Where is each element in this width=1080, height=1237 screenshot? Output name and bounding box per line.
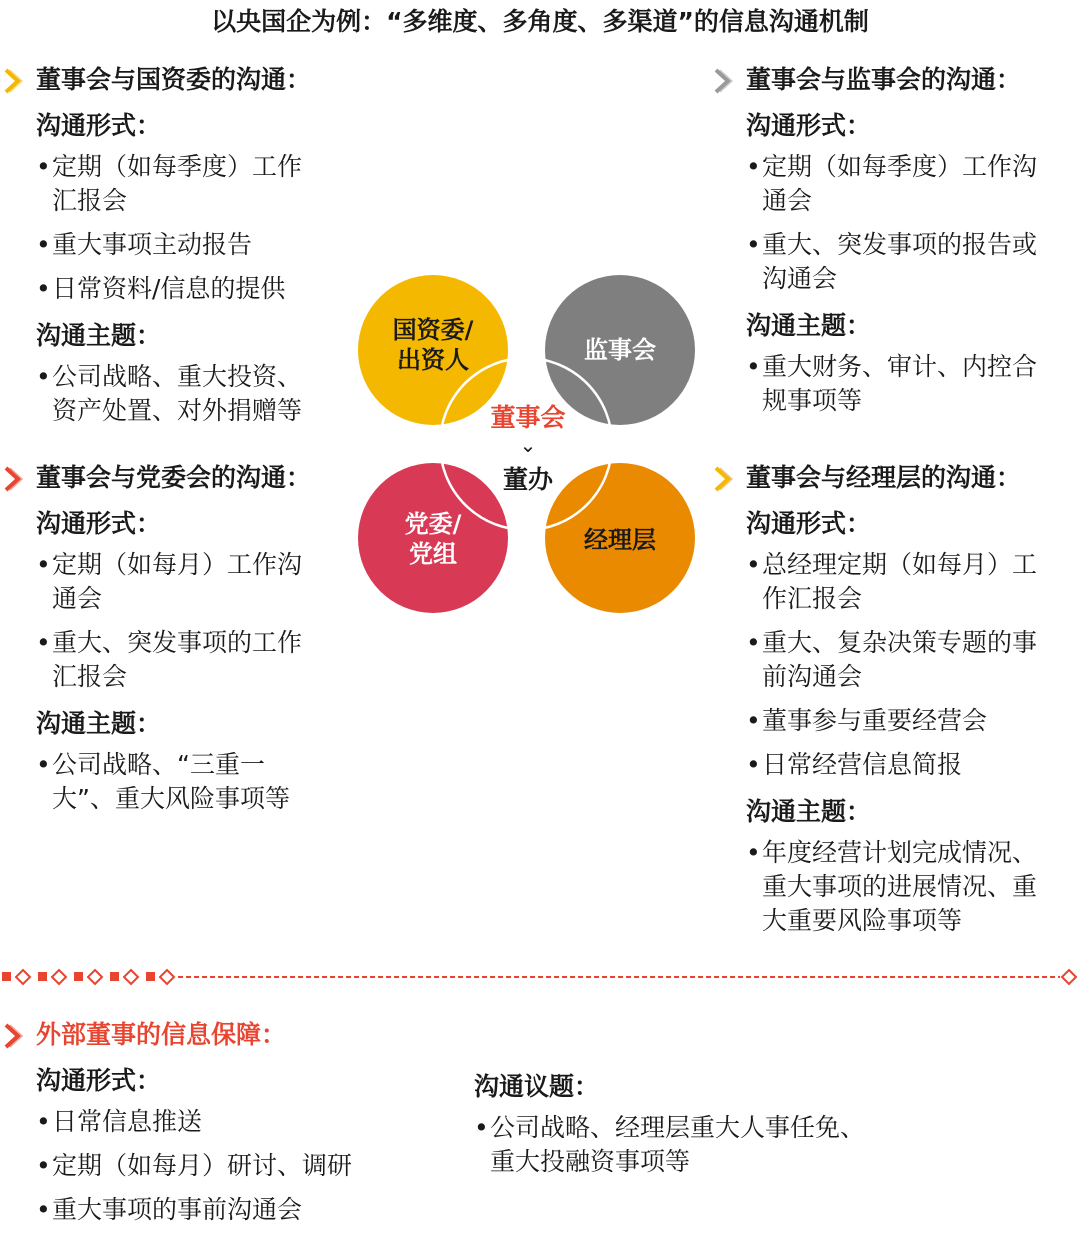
form-label: 沟通形式： xyxy=(36,1066,162,1095)
circle-label-management: 经理层 xyxy=(584,526,656,554)
center-label: 董事会 xyxy=(490,403,566,432)
list-item-text: 公司战略、“三重一 大”、重大风险事项等 xyxy=(52,750,290,813)
section-title: 董事会与经理层的沟通： xyxy=(746,463,1022,492)
list-item-text: 日常资料/信息的提供 xyxy=(52,274,286,303)
list-item-text: 重大事项的事前沟通会 xyxy=(52,1195,303,1224)
topic-label: 沟通主题： xyxy=(746,797,872,826)
section-external xyxy=(0,1015,450,1237)
list-item-text: 公司战略、经理层重大人事任免、 重大投融资事项等 xyxy=(490,1113,866,1176)
list-item xyxy=(0,626,350,694)
bullet-icon: • xyxy=(36,1195,51,1224)
topic-list xyxy=(438,1111,998,1179)
form-label: 沟通形式： xyxy=(36,509,162,538)
circle-label-sasac: 国资委/出资人 xyxy=(392,316,474,374)
list-item-text: 重大、突发事项的工作 汇报会 xyxy=(52,628,303,691)
section-header xyxy=(0,458,350,498)
form-label: 沟通形式： xyxy=(36,111,162,140)
topic-list xyxy=(710,350,1080,418)
list-item xyxy=(438,1111,998,1179)
list-item xyxy=(0,150,350,218)
form-list xyxy=(0,548,350,694)
section-title: 董事会与国资委的沟通： xyxy=(36,65,312,94)
list-item xyxy=(0,548,350,616)
section-header xyxy=(0,60,350,100)
list-item-text: 董事参与重要经营会 xyxy=(762,706,988,735)
list-item xyxy=(710,836,1080,938)
topic-label: 沟通主题： xyxy=(36,709,162,738)
bullet-icon: • xyxy=(746,750,761,779)
chevron-right-icon xyxy=(0,465,26,493)
bullet-icon: • xyxy=(36,1151,51,1180)
topic-list xyxy=(710,836,1080,938)
form-label: 沟通形式： xyxy=(746,111,872,140)
list-item xyxy=(0,1193,450,1227)
form-label: 沟通形式： xyxy=(746,509,872,538)
section-title: 董事会与监事会的沟通： xyxy=(746,65,1022,94)
list-item-text: 重大事项主动报告 xyxy=(52,230,253,259)
list-item-text: 重大、复杂决策专题的事 前沟通会 xyxy=(762,628,1038,691)
list-item xyxy=(0,360,350,428)
chevron-right-icon xyxy=(0,67,26,95)
page-title: 以央国企为例：“多维度、多角度、多渠道”的信息沟通机制 xyxy=(211,7,869,36)
form-list xyxy=(0,1105,450,1227)
section-header xyxy=(710,458,1080,498)
list-item xyxy=(0,1149,450,1183)
center-sub-label: 董办 xyxy=(502,465,554,494)
list-item xyxy=(710,704,1080,738)
section-divider xyxy=(0,962,1080,992)
list-item-text: 年度经营计划完成情况、 重大事项的进展情况、重 大重要风险事项等 xyxy=(762,838,1038,935)
list-item xyxy=(710,548,1080,616)
topic-list xyxy=(0,748,350,816)
chevron-down-icon: ⌄ xyxy=(519,433,537,457)
list-item xyxy=(0,748,350,816)
list-item-text: 日常经营信息简报 xyxy=(762,750,963,779)
list-item-text: 日常信息推送 xyxy=(52,1107,203,1136)
bullet-icon: • xyxy=(36,152,51,181)
section-management xyxy=(710,458,1080,948)
list-item xyxy=(0,272,350,306)
bullet-icon: • xyxy=(36,230,51,259)
list-item xyxy=(0,228,350,262)
bullet-icon: • xyxy=(746,352,761,381)
chevron-right-icon xyxy=(710,465,736,493)
bullet-icon: • xyxy=(36,1107,51,1136)
bullet-icon: • xyxy=(746,152,761,181)
section-party xyxy=(0,458,350,826)
bullet-icon: • xyxy=(746,706,761,735)
list-item xyxy=(710,626,1080,694)
section-supervisory xyxy=(710,60,1080,428)
bullet-icon: • xyxy=(474,1113,489,1142)
circle-label-supervisory: 监事会 xyxy=(584,336,656,364)
list-item-text: 重大、突发事项的报告或 沟通会 xyxy=(762,230,1038,293)
form-list xyxy=(710,548,1080,782)
bullet-icon: • xyxy=(746,838,761,867)
list-item xyxy=(710,748,1080,782)
list-item-text: 定期（如每月）研讨、调研 xyxy=(52,1151,353,1180)
topic-label: 沟通主题： xyxy=(746,311,872,340)
bullet-icon: • xyxy=(746,628,761,657)
list-item-text: 定期（如每季度）工作沟 通会 xyxy=(762,152,1038,215)
section-sasac xyxy=(0,60,350,438)
section-external-topics xyxy=(438,1061,998,1189)
list-item xyxy=(0,1105,450,1139)
circle-party xyxy=(358,463,508,613)
topic-label: 沟通议题： xyxy=(474,1072,600,1101)
list-item-text: 公司战略、重大投资、 资产处置、对外捐赠等 xyxy=(52,362,303,425)
chevron-right-icon xyxy=(710,67,736,95)
divider-ornament xyxy=(2,970,174,984)
bullet-icon: • xyxy=(36,550,51,579)
list-item-text: 定期（如每季度）工作 汇报会 xyxy=(52,152,303,215)
list-item xyxy=(710,350,1080,418)
form-list xyxy=(0,150,350,306)
bullet-icon: • xyxy=(36,628,51,657)
section-header xyxy=(0,1015,450,1055)
list-item xyxy=(710,228,1080,296)
bullet-icon: • xyxy=(36,362,51,391)
bullet-icon: • xyxy=(746,230,761,259)
form-list xyxy=(710,150,1080,296)
bullet-icon: • xyxy=(746,550,761,579)
topic-list xyxy=(0,360,350,428)
chevron-right-icon xyxy=(0,1022,26,1050)
section-header xyxy=(710,60,1080,100)
bullet-icon: • xyxy=(36,274,51,303)
circle-label-party: 党委/党组 xyxy=(404,510,462,568)
list-item-text: 定期（如每月）工作沟 通会 xyxy=(52,550,303,613)
list-item xyxy=(710,150,1080,218)
list-item-text: 总经理定期（如每月）工 作汇报会 xyxy=(762,550,1038,613)
topic-label: 沟通主题： xyxy=(36,321,162,350)
bullet-icon: • xyxy=(36,750,51,779)
list-item-text: 重大财务、审计、内控合 规事项等 xyxy=(762,352,1038,415)
section-title: 董事会与党委会的沟通： xyxy=(36,463,312,492)
board-communication-diagram xyxy=(350,270,700,620)
section-title: 外部董事的信息保障： xyxy=(36,1020,287,1049)
